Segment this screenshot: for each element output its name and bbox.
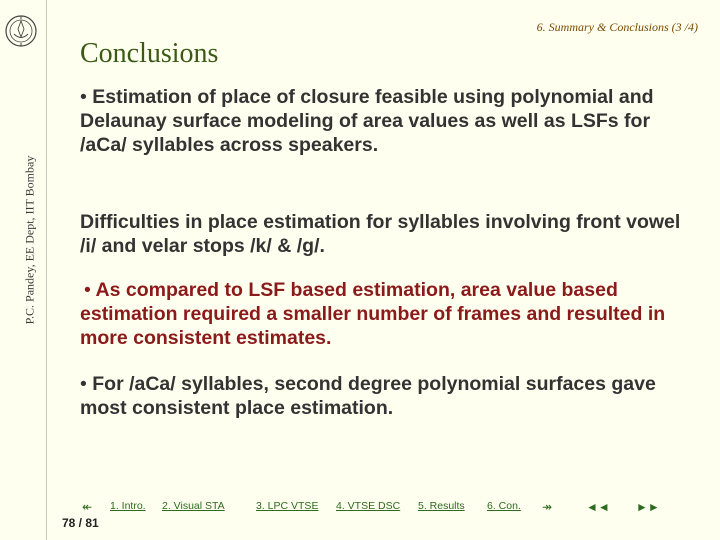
nav-link-intro[interactable]: 1. Intro.: [110, 500, 146, 512]
nav-link-lpc-vtse[interactable]: 3. LPC VTSE: [256, 500, 319, 512]
next-slide-button[interactable]: ►►: [636, 500, 660, 514]
nav-link-visual-sta[interactable]: 2. Visual STA: [162, 500, 225, 512]
conclusion-point-3: [80, 278, 690, 350]
author-credit: P.C. Pandey, EE Dept, IIT Bombay: [22, 155, 37, 325]
section-label: 6. Summary & Conclusions (3 /4): [536, 20, 698, 34]
nav-link-conclusions[interactable]: 6. Con.: [487, 500, 521, 512]
prev-slide-button[interactable]: ◄◄: [586, 500, 610, 514]
page-title: Conclusions: [80, 38, 219, 69]
forward-arrow-icon[interactable]: ↠: [542, 500, 553, 514]
navigation-bar: [80, 500, 680, 514]
conclusion-point-1: [80, 85, 690, 157]
point-text: Difficulties in place estimation for syllables involving front vowel /i/ and velar stops /k/ & /g/.: [80, 211, 681, 257]
point-text: For /aCa/ syllables, second degree polynomial surfaces gave most consistent place estimation.: [80, 373, 656, 419]
back-arrow-icon[interactable]: ↞: [82, 500, 93, 514]
bullet-icon: •: [80, 373, 87, 395]
nav-link-results[interactable]: 5. Results: [418, 500, 465, 512]
conclusion-point-2: [80, 210, 690, 258]
iit-bombay-logo: [4, 10, 38, 52]
sidebar-divider: [46, 0, 47, 540]
bullet-icon: •: [80, 86, 87, 108]
conclusion-point-4: [80, 372, 690, 420]
point-text: Estimation of place of closure feasible using polynomial and Delaunay surface modeling of area values as well as LSFs for /aCa/ syllables across speakers.: [80, 86, 654, 156]
page-number: 78 / 81: [62, 516, 99, 530]
nav-link-vtse-dsc[interactable]: 4. VTSE DSC: [336, 500, 401, 512]
bullet-icon: •: [84, 279, 91, 301]
point-text: As compared to LSF based estimation, area value based estimation required a smaller number of frames and resulted in more consistent estimates.: [80, 279, 666, 349]
